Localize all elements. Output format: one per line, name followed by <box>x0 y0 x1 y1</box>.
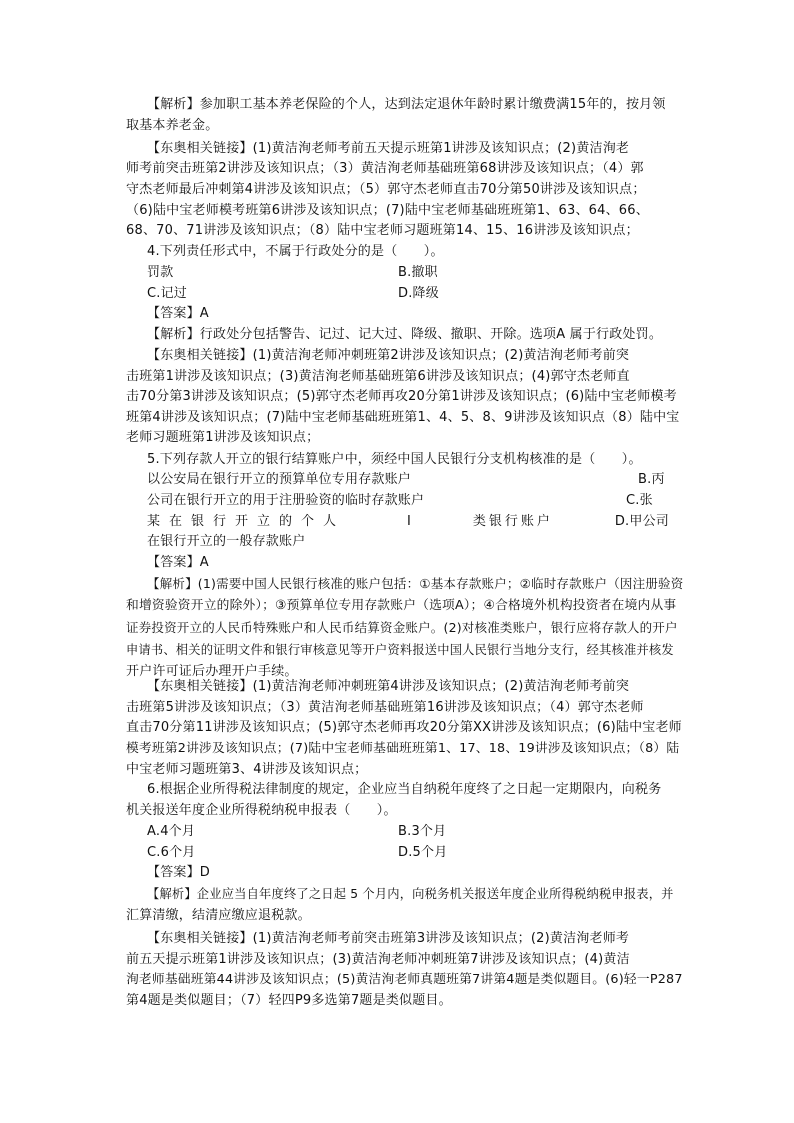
link-line: 直击70分第11讲涉及该知识点；(5)郭守杰老师再攻20分第XX讲涉及该知识点；(6)陆中宝老师 <box>126 720 682 735</box>
option-d-prefix: D.甲公司 <box>614 514 669 529</box>
link-line: 中宝老师习题班第3、4讲涉及该知识点； <box>126 762 368 777</box>
link-line: 击70分第3讲涉及该知识点；(5)郭守杰老师再攻20分第1讲涉及该知识点；(6)陆中宝老师模考 <box>126 389 677 404</box>
analysis-line: 【解析】企业应当自年度终了之日起 5 个月内，向税务机关报送年度企业所得税纳税申报表，并 <box>147 887 674 901</box>
link-line: 【东奥相关链接】(1)黄洁洵老师冲刺班第2讲涉及该知识点；(2)黄洁洵老师考前突 <box>147 348 630 363</box>
option-d: D.降级 <box>398 286 439 301</box>
link-line: 洵老师基础班第44讲涉及该知识点；(5)黄洁洵老师真题班第7讲第4题是类似题目。(6)轻一P287 <box>126 972 683 987</box>
question-6-cont: 机关报送年度企业所得税纳税申报表（ ）。 <box>126 803 397 818</box>
link-line: 【东奥相关链接】(1)黄洁洵老师考前五天提示班第1讲涉及该知识点；(2)黄洁洵老 <box>147 141 630 156</box>
link-line: 【东奥相关链接】(1)黄洁洵老师冲刺班第4讲涉及该知识点；(2)黄洁洵老师考前突 <box>147 679 630 694</box>
analysis-line: 取基本养老金。 <box>126 118 219 133</box>
option-c-account: 类银行账户 <box>472 514 553 529</box>
question-5: 5.下列存款人开立的银行结算账户中，须经中国人民银行分支机构核准的是（ ）。 <box>147 452 642 467</box>
answer-line: 【答案】D <box>147 865 211 880</box>
analysis-line: 【解析】(1)需要中国人民银行核准的账户包括：①基本存款账户；②临时存款账户（因注册验资 <box>147 576 684 591</box>
question-4: 4.下列责任形式中，不属于行政处分的是（ ）。 <box>147 244 444 259</box>
option-b-prefix: B.丙 <box>638 472 665 487</box>
link-line: 模考班第2讲涉及该知识点；(7)陆中宝老师基础班班第1、17、18、19讲涉及该知识点；（8）陆 <box>126 741 680 756</box>
option-c-text: 某在银行开立的个人 <box>147 514 346 529</box>
analysis-line: 证券投资开立的人民币特殊账户和人民币结算资金账户。(2)对核准类账户，银行应将存款人的开户 <box>126 620 678 635</box>
option-c-roman: Ⅰ <box>406 514 411 529</box>
option-b-text: 公司在银行开立的用于注册验资的临时存款账户 <box>147 493 425 508</box>
link-line: 班第4讲涉及该知识点；(7)陆中宝老师基础班班第1、4、5、8、9讲涉及该知识点（8）陆中宝 <box>126 410 680 425</box>
link-line: 第4题是类似题目；（7）轻四P9多选第7题是类似题目。 <box>126 993 452 1008</box>
link-line: 68、70、71讲涉及该知识点；（8）陆中宝老师习题班第14、15、16讲涉及该知识点； <box>126 223 639 238</box>
analysis-line: 【解析】参加职工基本养老保险的个人，达到法定退休年龄时累计缴费满15年的，按月领 <box>147 97 666 112</box>
option-b: B.撤职 <box>398 265 438 280</box>
link-line: 守杰老师最后冲刺第4讲涉及该知识点；（5）郭守杰老师直击70分第50讲涉及该知识点； <box>126 182 646 197</box>
link-line: 【东奥相关链接】(1)黄洁洵老师考前突击班第3讲涉及该知识点；(2)黄洁洵老师考 <box>147 931 630 946</box>
option-c: C.6个月 <box>147 845 196 860</box>
answer-line: 【答案】A <box>147 306 209 321</box>
analysis-line: 【解析】行政处分包括警告、记过、记大过、降级、撤职、开除。选项A 属于行政处罚。 <box>147 327 663 342</box>
option-c-line <box>147 512 669 532</box>
link-line: 师考前突击班第2讲涉及该知识点；（3）黄洁洵老师基础班第68讲涉及该知识点；（4）郭 <box>126 161 644 176</box>
option-c-prefix: C.张 <box>626 493 653 508</box>
option-c: C.记过 <box>147 286 188 301</box>
link-line: 前五天提示班第1讲涉及该知识点；(3)黄洁洵老师冲刺班第7讲涉及该知识点；(4)黄洁 <box>126 952 630 967</box>
link-line: 击班第1讲涉及该知识点；(3)黄洁洵老师基础班第6讲涉及该知识点；(4)郭守杰老师直 <box>126 369 630 384</box>
option-a: 以公安局在银行开立的预算单位专用存款账户 <box>147 472 412 487</box>
answer-line: 【答案】A <box>147 555 209 570</box>
link-line: 击班第5讲涉及该知识点；（3）黄洁洵老师基础班第16讲涉及该知识点；（4）郭守杰老师 <box>126 700 644 715</box>
link-line: 老师习题班第1讲涉及该知识点； <box>126 430 320 445</box>
analysis-line: 和增资验资开立的除外）；③预算单位专用存款账户（选项A）；④合格境外机构投资者在境内从事 <box>126 598 677 613</box>
option-b: B.3个月 <box>398 824 447 839</box>
option-a: 罚款 <box>147 265 174 280</box>
option-d-text: 在银行开立的一般存款账户 <box>147 534 306 549</box>
analysis-line: 汇算清缴，结清应缴应退税款。 <box>126 908 311 923</box>
option-d: D.5个月 <box>398 845 448 860</box>
question-6: 6.根据企业所得税法律制度的规定，企业应当自纳税年度终了之日起一定期限内，向税务 <box>147 782 662 797</box>
option-a: A.4个月 <box>147 824 196 839</box>
analysis-line: 开户许可证后办理开户手续。 <box>126 664 298 679</box>
link-line: （6)陆中宝老师模考班第6讲涉及该知识点；(7)陆中宝老师基础班班第1、63、64、66、 <box>126 203 649 218</box>
analysis-line: 申请书、相关的证明文件和银行审核意见等开户资料报送中国人民银行当地分支行，经其核准并核发 <box>126 643 674 657</box>
